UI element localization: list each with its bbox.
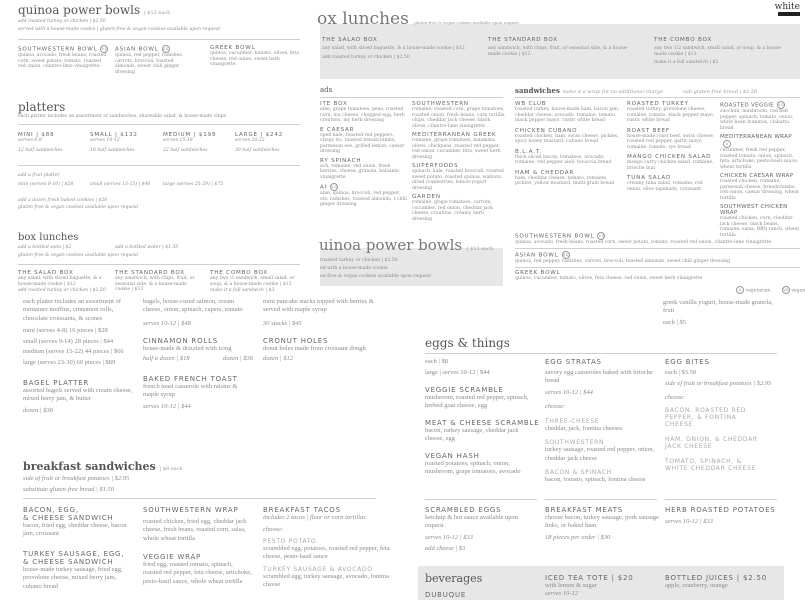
item-desc: apple, cranberry, orange: [665, 582, 728, 589]
box-item: [322, 37, 472, 60]
size-name: MINI | $88: [18, 132, 55, 138]
salads-title: ads: [320, 86, 333, 94]
box-item: [654, 37, 794, 66]
item-desc: thick sliced bacon, tomatoes, avocado, romaine, red pepper aioli, focaccia bread: [515, 154, 612, 165]
item-serves: serves 10-12: [545, 590, 579, 598]
section-title: uinoa power bowls: [319, 236, 463, 254]
item-desc: roasted chicken, romaine, parmesan cheese, breadcrumbs, red onion, caesar dressing, wheat tortilla: [720, 179, 799, 201]
item-desc: aine, grape tomatoes, peas, roasted corn, ina cheese, chopped egg, herb croutons, my herb dressing: [320, 107, 405, 123]
divider: [18, 264, 300, 265]
item-desc: bagels, house-cured salmon, cream cheese, onion, spinach, capers, tomato: [143, 298, 243, 314]
option-name: THREE-CHEESE: [545, 417, 600, 425]
menu-item: [23, 550, 133, 591]
size-name: LARGE | $242: [235, 132, 284, 138]
item-name: GREEK BOWL: [210, 45, 256, 51]
item-desc: savory egg casseroles baked with brioche bread: [545, 369, 653, 385]
size-count: 22 half sandwiches: [163, 147, 208, 153]
item-desc: creamy tuna salad, romaine, red onion, olive tapenade, croissant: [627, 181, 703, 192]
menu-item: [18, 45, 108, 70]
item-name: TUNA SALAD: [627, 175, 672, 181]
breakfast-sandwiches-title: [23, 460, 183, 473]
divider: [18, 165, 300, 166]
vegan-icon: VG: [562, 253, 570, 257]
fruit-label: add a fruit platter: [18, 173, 60, 178]
gf-note: substitute gluten-free bread | $1.50: [23, 486, 115, 493]
bowl-row: [515, 232, 800, 246]
bottled-juices: [665, 574, 767, 590]
item-sub: includes 2 tacos | flour or corn tortillas: [263, 514, 366, 521]
vegetarian-icon: V: [723, 140, 731, 148]
item-name: ICED TEA TOTE | $20: [545, 574, 634, 582]
item-desc: house-made turkey sausage, fried egg, provolone cheese, mixed berry jam, cubano bread: [23, 566, 123, 590]
item-name: E CAESAR: [320, 126, 355, 133]
note: roasted turkey or chicken | $2.50: [320, 258, 398, 263]
item-desc: fried egg, roasted tomato, spinach, roasted red pepper, feta cheese, artichoke, pesto-basil sauce, whole wheat tortilla: [143, 561, 252, 585]
item-name: BOTTLED JUICES | $2.50: [665, 574, 768, 582]
option-name: TURKEY SAUSAGE & AVOCADO: [263, 565, 373, 573]
item-name: RY SPINACH: [320, 157, 362, 164]
option-desc: scrambled egg, turkey sausage, avocado, fontina cheese: [263, 572, 389, 589]
item-name: MEDITERRANEAN WRAP: [720, 134, 792, 140]
item-name: BREAKFAST MEATS: [545, 506, 624, 514]
legend-label: vegetarian: [745, 288, 771, 294]
item-desc: roasted turkey, provolone cheese, romaine, tomato, black pepper mayo, rustic white bread: [627, 107, 715, 123]
item-name: THE SALAD BOX: [322, 37, 378, 43]
option-name: SOUTHWESTERN: [545, 439, 605, 447]
item-name: TURKEY SAUSAGE, EGG,: [23, 550, 125, 558]
sandwiches-header: [515, 86, 757, 95]
item-name: GARDEN: [412, 194, 441, 200]
item-price: dozen | $36: [223, 355, 253, 363]
item-name: SCRAMBLED EGGS: [425, 506, 502, 514]
item-price: each | $5: [663, 318, 686, 326]
menu-item: [263, 337, 383, 364]
item-price: dozen | $12: [263, 355, 293, 363]
price-row: [143, 355, 253, 363]
option-desc: bacon, tomato, spinach, fontina cheese: [545, 476, 646, 484]
item-name: EGG STRATAS: [545, 358, 602, 366]
item-price: serves 10-12 | $48: [143, 319, 191, 327]
salad-column: [412, 101, 505, 222]
item-name: SOUTHWESTERN BOWL: [18, 46, 98, 53]
side-note: side of fruit or breakfast potatoes | $2.95: [23, 475, 130, 482]
item-name: THE STANDARD BOX: [488, 37, 558, 43]
note: en-free & vegan cookies available upon request: [320, 274, 432, 279]
breakfast-tacos: [263, 506, 393, 590]
item-desc: ketchup & hot sauce available upon request: [425, 514, 518, 530]
item-desc: mini pancake stacks topped with berries & served with maple syrup: [263, 298, 374, 314]
eggs-column: [425, 358, 540, 477]
size-count: 30 half sandwiches: [235, 147, 280, 153]
item-desc: each platter includes an assortment of miniature muffins, cinnamon rolls, chocolate croissants, & scones: [23, 298, 122, 322]
item-name: HAM & CHEDDAR: [515, 169, 575, 176]
divider: [425, 353, 777, 354]
item-name: & CHEESE SANDWICH: [23, 514, 114, 522]
item-price: 18 pieces per order | $30: [545, 533, 611, 541]
logo-text: white: [774, 2, 800, 12]
water-note: add a bottled water | $1.50: [115, 245, 179, 250]
item-desc: quinoa, cucumber, tomato, olives, feta cheese, red onion, sweet herb vinaigrette: [515, 276, 703, 281]
menu-item: [143, 337, 253, 364]
section-price: | $12 each: [466, 246, 494, 252]
divider: [320, 97, 503, 98]
item-extra: make it a full sandwich | $3: [210, 288, 275, 293]
salad-column: [320, 101, 408, 208]
item-desc: bacon, turkey sausage, cheddar jack cheese, egg: [425, 426, 519, 443]
choose-label: choose:: [665, 393, 686, 401]
choose-label: choose:: [263, 526, 284, 534]
item-desc: ach, romaine, red onion, fresh berries, cheese, granola, balsamic vinaigrette: [320, 163, 400, 180]
item-desc: assorted bagels served with cream cheese, mixed berry jam, & butter: [23, 387, 133, 403]
item-name: VEGAN HASH: [425, 451, 480, 460]
item-desc: zucchini, mushroom, red bell pepper, spinach, tomato, onion, white bean hummus, ciabatta bread: [720, 109, 794, 131]
item-name: HERB ROASTED POTATOES: [665, 506, 776, 514]
item-desc: quinoa, red pepper, radishes, carrots, broccoli, toasted almonds, sweet chili ginger dressing: [115, 53, 184, 75]
size-option: mini (serves 4-8) 16 pieces | $28: [23, 327, 108, 335]
section-title: ox lunches: [317, 9, 409, 29]
item-desc: quinoa, avocado, fresh beans, roasted corn, sweet potato, tomato, roasted red onion, cilantro-lime vinaigrette: [18, 53, 107, 69]
size-count: 18 half sandwiches: [90, 147, 135, 153]
item-name: BAGEL PLATTER: [23, 379, 90, 387]
sandwich-column: [627, 101, 715, 192]
add-on: add cheese | $3: [425, 545, 466, 553]
item-desc: aine, quinoa, broccoli, red pepper, ots, radishes, toasted almonds, t chili ginger dressing: [320, 191, 407, 207]
item-desc: french toast casserole with raisins & maple syrup: [143, 383, 238, 399]
item-price: large | serves 10-12 | $44: [425, 369, 490, 377]
item-desc: any salad, with sliced baguette, & a house-made cookie | $12: [322, 46, 465, 51]
choose-label: choose:: [545, 403, 566, 411]
divider: [515, 267, 800, 268]
item-desc: roasted potatoes, spinach, onion, mushroom, grape tomatoes, avocado: [425, 459, 521, 476]
menu-item: [210, 45, 300, 68]
bowl-row: [515, 270, 800, 282]
scrambled-eggs: [425, 506, 535, 554]
logo-bar: [778, 12, 800, 16]
fruit-option: mini (serves 8-10) | $28: [18, 182, 74, 187]
size-serves: serves 20-22: [235, 138, 265, 143]
size-serves: serves 6-8: [18, 138, 42, 143]
item-name: THE SALAD BOX: [18, 270, 74, 276]
fruit-option: small (serves 13-15) | $40: [90, 182, 151, 187]
item-desc: quinoa, red pepper, radishes, carrots, broccoli, toasted almonds, sweet chili ginger dressing: [515, 259, 731, 264]
section-title: sandwiches: [515, 86, 560, 95]
box-item: [115, 270, 200, 293]
item-desc: any sandwich, with chips, fruit, or seasonal side, & a house-made cookie | $13: [488, 46, 629, 57]
size-option: medium (serves 15-22) 44 pieces | $66: [23, 348, 124, 356]
item-desc: choose bacon, turkey sausage, pork sausage links, or baked ham: [545, 514, 659, 530]
divider: [665, 499, 777, 500]
box-lunches-title: [317, 9, 519, 29]
option-desc: scrambled egg, potatoes, roasted red pepper, feta cheese, pesto-basil sauce: [263, 544, 390, 561]
item-name: SOUTHWEST CHICKEN WRAP: [720, 204, 788, 216]
beverages-title: beverages: [425, 572, 483, 585]
cookies-note: add a dozen fresh baked cookies | $26: [18, 198, 108, 203]
gf-note: gluten-free & vegan cookies available upon request: [18, 205, 139, 210]
item-name: SOUTHWESTERN: [412, 101, 469, 107]
item-desc: roasted chicken, ham, swiss cheese, pickles, spicy honey mustard, cubano bread: [515, 133, 619, 144]
item-desc: any salad, with sliced baguette, & a house-made cookie | $12: [18, 276, 102, 287]
item-name: MANGO CHICKEN SALAD: [627, 154, 712, 160]
wrap-note: make it a wrap for no additional charge: [562, 89, 664, 95]
item-desc: bacon, fried egg, cheddar cheese, bacon jam, croissant: [23, 522, 127, 538]
option-name: BACON, ROASTED RED PEPPER, & FONTINA CHEESE: [665, 407, 747, 429]
item-name: ROAST BEEF: [627, 127, 670, 134]
option-name: HAM, ONION, & CHEDDAR JACK CHEESE: [665, 436, 758, 451]
item-name: EGG BITES: [665, 358, 710, 366]
size-count: 12 half sandwiches: [18, 147, 63, 153]
item-name: WB CLUB: [515, 101, 547, 107]
bowl-row: [515, 251, 800, 265]
divider: [515, 97, 800, 98]
eggs-title: eggs & things: [425, 336, 510, 350]
item-name: ITE BOX: [320, 101, 348, 107]
divider: [18, 124, 300, 125]
menu-item: [23, 379, 133, 415]
item-heading: [515, 232, 800, 240]
item-name: THE COMBO BOX: [654, 37, 713, 43]
item-heading: [515, 251, 800, 259]
item-name: ROASTED VEGGIE: [720, 102, 775, 109]
dubuque-heading: DUBUQUE: [425, 591, 467, 599]
menu-item: [143, 375, 248, 411]
item-name: ROASTED TURKEY: [627, 101, 689, 107]
item-heading: [320, 183, 408, 191]
item-desc: roasted chicken, fried egg, cheddar jack cheese, fresh beans, roasted corn, salsa, whole wheat tortilla: [143, 518, 247, 542]
item-name: SUPERFOODS: [412, 163, 459, 169]
quinoa-title: [18, 3, 170, 17]
vegetarian-icon: V: [736, 286, 744, 294]
item-heading: [720, 101, 800, 109]
section-title: quinoa power bowls: [18, 3, 141, 17]
divider: [425, 499, 537, 500]
gf-note: gluten-free & vegan cookies available upon request: [18, 253, 139, 258]
section-price: | $8 each: [159, 466, 183, 472]
legend-label: vegan: [791, 288, 805, 294]
box-item: [488, 37, 638, 57]
platter-size: [18, 132, 63, 153]
item-desc: cucumber, fresh red pepper, roasted tomato, onion, spinach, feta, artichoke, pesto-basil sauce, wheat tortilla: [720, 148, 799, 170]
item-price: serves 10-12 | $33: [425, 533, 473, 541]
note: add roasted turkey or chicken | $2.50: [18, 19, 106, 24]
item-desc: with lemon & sugar: [545, 582, 597, 589]
size-name: MEDIUM | $198: [163, 132, 217, 138]
item-name: SOUTHWESTERN BOWL: [515, 233, 595, 240]
vegan-icon: VG: [331, 185, 338, 189]
item-name: CHICKEN CUBANO: [515, 127, 578, 134]
item-desc: ham, cheddar cheese, tomato, romaine, pickles, yellow mustard, multi-grain bread: [515, 175, 614, 186]
menu-item: [143, 553, 253, 586]
section-title: breakfast sandwiches: [23, 460, 156, 473]
platters-subtitle: each platter includes an assortment of sandwiches, shareable salad, & house-made chips: [18, 114, 227, 119]
item-desc: any two 1/2 sandwich, small salad, or soup, & a house-made cookie | $13: [654, 46, 782, 57]
item-name: CHICKEN CAESAR WRAP: [720, 173, 794, 179]
quinoa-title: [319, 236, 493, 254]
size-name: SMALL | $132: [90, 132, 138, 138]
item-name: MEDITERRANEAN GREEK: [412, 132, 497, 138]
soda-note: add a bottled soda | $2: [18, 245, 72, 250]
side-note: side of fruit or breakfast potatoes | $2.95: [665, 380, 772, 388]
item-price: serves 10-12 | $44: [545, 388, 593, 396]
item-extra: add roasted turkey or chicken | $2.50: [18, 288, 106, 293]
platter-size: [163, 132, 216, 153]
size-serves: serves 15-18: [163, 138, 193, 143]
yogurt-item: [663, 299, 773, 327]
item-price: dozen | $36: [23, 406, 53, 414]
size-option: small (serves 9-14) 28 pieces | $44: [23, 337, 114, 345]
fruit-option: large (serves 25-29) | $75: [163, 182, 223, 187]
item-name: CINNAMON ROLLS: [143, 337, 219, 345]
item-price: serves 10-12 | $44: [143, 402, 191, 410]
item-name: THE COMBO BOX: [210, 270, 269, 276]
gf-note: sub gluten-free bread | $2.50: [683, 89, 758, 95]
item-name: MEAT & CHEESE SCRAMBLE: [425, 418, 540, 427]
item-desc: romaine, grape tomatoes, kalamata olives, chickpeas, roasted red pepper, red onion, cucumber, feta, sweet herb dressing: [412, 138, 501, 160]
item-heading: [720, 134, 800, 148]
vegan-icon: VG: [783, 288, 789, 292]
sandwich-column: [720, 101, 800, 238]
divider: [23, 498, 376, 499]
divider: [515, 248, 800, 249]
option-name: TOMATO, SPINACH, & WHITE CHEDDAR CHEESE: [665, 458, 757, 473]
item-name: ASIAN BOWL: [515, 252, 559, 259]
item-desc: quinoa, cucumber, tomato, olives, feta cheese, red onion, sweet herb vinaigrette: [210, 51, 299, 67]
item-name: SOUTHWESTERN WRAP: [143, 506, 239, 514]
gf-note: gluten-free & vegan cookies available upon request: [414, 20, 519, 25]
item-name: & CHEESE SANDWICH: [23, 558, 114, 566]
item-name: CRONUT HOLES: [263, 337, 329, 345]
item-name: BAKED FRENCH TOAST: [143, 375, 238, 383]
item-extra: add roasted turkey or chicken | $2.50: [322, 54, 410, 60]
item-desc: mango curry chicken salad, romaine, brioche bun: [627, 160, 714, 171]
box-lunches-title: box lunches: [18, 232, 79, 243]
section-price: | $12 each: [144, 10, 171, 16]
item-desc: greek vanilla yogurt, house-made granola, fruit: [663, 299, 773, 315]
item-desc: roasted chicken, corn, cheddar jack cheese, black beans, romaine, salsa, BBQ ranch, wheat tortilla: [720, 216, 800, 238]
menu-item: [143, 298, 253, 328]
iced-tea: [545, 574, 634, 599]
item-name: VEGGIE WRAP: [143, 553, 202, 561]
menu-item: [115, 45, 195, 75]
box-item: [210, 270, 300, 294]
item-desc: donut holes made from croissant dough: [263, 345, 366, 352]
egg-stratas: [545, 358, 655, 485]
item-name: BREAKFAST TACOS: [263, 506, 341, 514]
divider: [545, 499, 657, 500]
item-price: each | $3.50: [665, 369, 697, 376]
logo: [760, 2, 800, 16]
breakfast-meats: [545, 506, 660, 542]
option-desc: turkey sausage, roasted red pepper, onion, cheddar jack cheese: [545, 446, 655, 462]
option-desc: cheddar, jack, fontina cheeses: [545, 424, 623, 432]
item-desc: spinach, kale, roasted broccoli, roasted sweet potato, roasted quinoa, walnuts, dried cranberries, lemon-yogurt dressing: [412, 169, 504, 191]
size-option: large (serves 23-30) 60 pieces | $89: [23, 358, 116, 366]
item-name: AI: [320, 184, 328, 191]
item-desc: house-made & drizzled with icing: [143, 345, 232, 352]
item-desc: romaine, roasted corn, grape tomatoes, roasted onion, fresh beans, corn tortilla chips, cheddar jack cheese, black olives, cilantro-lime vinaigrette: [412, 107, 505, 129]
option-name: PESTO POTATO: [263, 537, 317, 545]
item-price: half a dozen | $18: [143, 355, 190, 363]
item-desc: quinoa, avocado, fresh beans, roasted corn, sweet potato, tomato, roasted red onion, cilantro-lime vinaigrette: [515, 240, 772, 245]
vegan-icon: VG: [101, 47, 109, 51]
item-price: serves 10-12 | $33: [665, 518, 713, 525]
box-item: [18, 270, 108, 294]
vegan-icon: VG: [162, 47, 170, 51]
item-desc: romaine, grape tomatoes, carrots, cucumber, red onion, cheddar jack cheese, croutons, creamy herb dressing: [412, 200, 493, 222]
egg-bites: [665, 358, 780, 472]
option-name: BACON & SPINACH: [545, 469, 612, 477]
platter-size: [90, 132, 138, 153]
vegan-icon: VG: [598, 234, 606, 238]
item-price: each | $8: [425, 358, 448, 365]
platters-title: platters: [18, 100, 66, 114]
item-desc: oped kale, roasted red peppers, crispy ito, toasted breadcrumbs, parmesan ese, grilled lemon, caesar dressing: [320, 132, 405, 154]
assortment-item: [23, 298, 133, 367]
item-extra: make it a full sandwich | $2: [654, 60, 719, 65]
divider: [18, 39, 300, 40]
item-name: B.L.A.T.: [515, 148, 542, 155]
item-name: BACON, EGG,: [23, 506, 79, 514]
item-name: ASIAN BOWL: [115, 46, 159, 53]
item-name: VEGGIE SCRAMBLE: [425, 385, 504, 394]
item-desc: mushroom, roasted red pepper, spinach, herbed goat cheese, egg: [425, 393, 529, 410]
vegan-icon: VG: [778, 103, 784, 107]
menu-item: [143, 506, 253, 543]
menu-item: [263, 298, 383, 328]
item-name: GREEK BOWL: [515, 270, 561, 276]
note: served with a house-made cookie | gluten-free & vegan cookies available upon request: [18, 27, 221, 32]
item-desc: house-made roast beef, swiss cheese, roasted red pepper, garlic mayo, romaine, tomato, rye bread: [627, 133, 715, 150]
item-name: THE STANDARD BOX: [115, 270, 185, 276]
menu-item: [23, 506, 133, 539]
item-price: 30 stacks | $45: [263, 319, 302, 327]
size-serves: serves 10-12: [90, 138, 120, 143]
item-desc: any sandwich, with chips, fruit, or seasonal side, & a house-made cookie | $13: [115, 276, 195, 292]
item-desc: any two ½ sandwich, small salad, or soup, & a house-made cookie | $13: [210, 276, 295, 287]
platter-size: [235, 132, 283, 153]
legend: [733, 286, 805, 294]
note: ed with a house-made cookie: [320, 266, 388, 271]
sandwich-column: [515, 101, 620, 187]
item-desc: roasted turkey, house-made ham, bacon jam, cheddar cheese, avocado, romaine, tomato, black pepper mayo, rustic white bread: [515, 107, 620, 123]
herb-potatoes: [665, 506, 780, 526]
